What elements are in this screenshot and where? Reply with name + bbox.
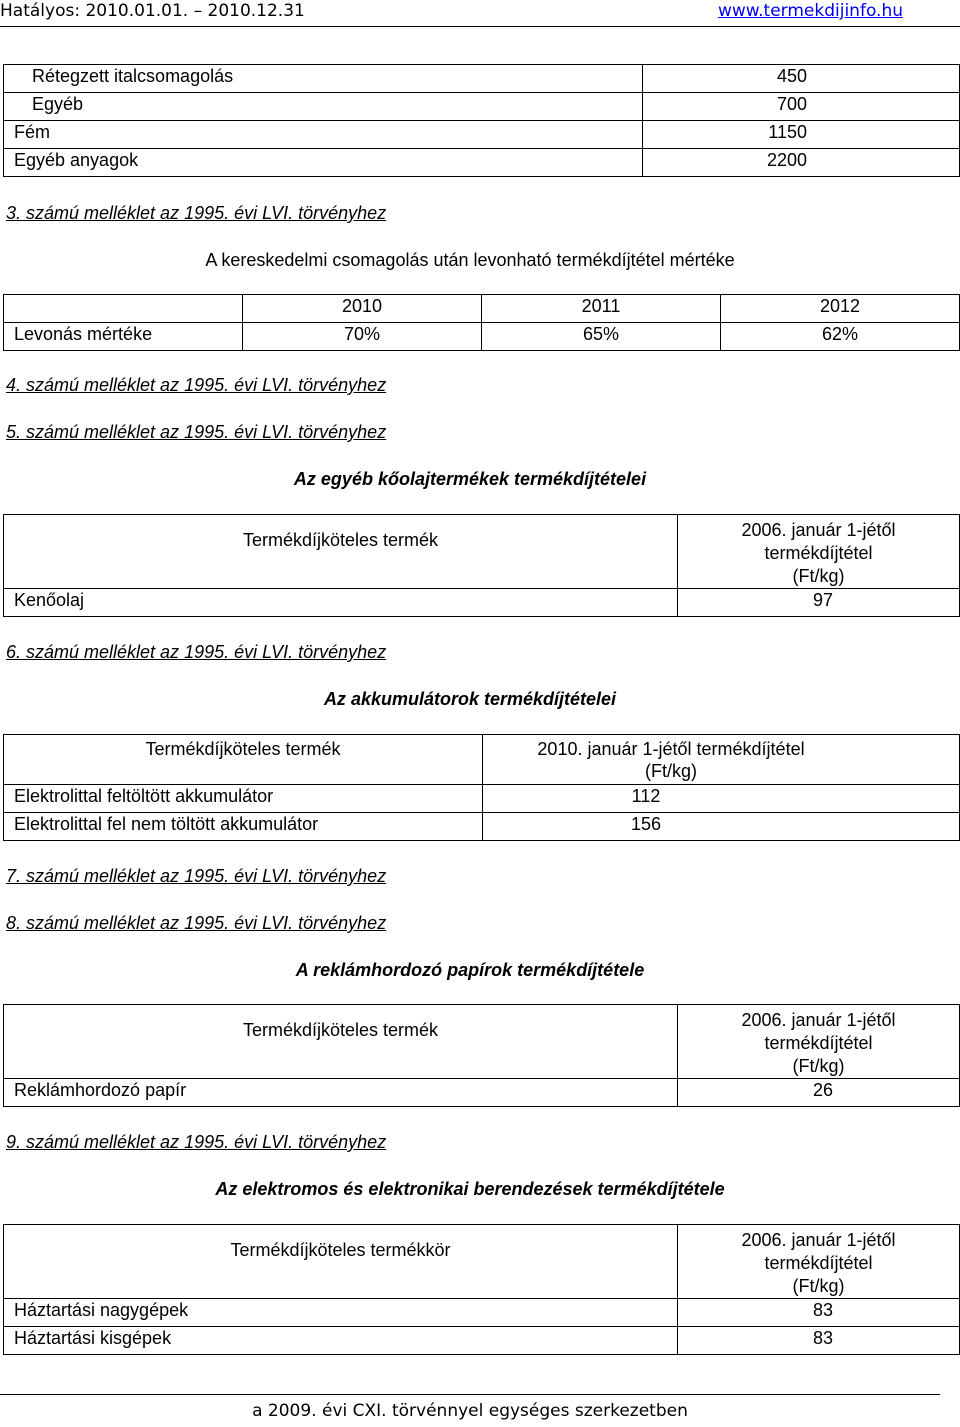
col-rate-line: 2006. január 1-jétől	[741, 1010, 896, 1030]
col-rate-line: termékdíjtétel	[764, 543, 873, 563]
row-label: Kenőolaj	[4, 589, 678, 617]
row-label: Elektrolittal feltöltött akkumulátor	[4, 785, 483, 813]
table-row	[4, 1299, 960, 1327]
value-2011: 65%	[482, 323, 721, 351]
table-header-row	[4, 1225, 960, 1299]
year-2011: 2011	[482, 295, 721, 323]
annex-6-reference: 6. számú melléklet az 1995. évi LVI. törvényhez	[6, 642, 387, 662]
annex-8-reference: 8. számú melléklet az 1995. évi LVI. törvényhez	[6, 913, 387, 933]
validity-period: Hatályos: 2010.01.01. – 2010.12.31	[0, 1, 305, 21]
year-2010: 2010	[243, 295, 482, 323]
col-rate-line: 2010. január 1-jétől termékdíjtétel	[537, 739, 805, 759]
row-label: Háztartási kisgépek	[4, 1327, 678, 1355]
row-label: Egyéb	[4, 93, 643, 121]
row-label: Háztartási nagygépek	[4, 1299, 678, 1327]
advertising-paper-table	[3, 1004, 960, 1107]
col-rate-line: (Ft/kg)	[792, 1276, 845, 1296]
empty-cell	[4, 295, 243, 323]
col-product: Termékdíjköteles termék	[4, 1005, 678, 1079]
year-2012: 2012	[721, 295, 960, 323]
oil-products-table	[3, 514, 960, 617]
col-rate	[678, 1225, 960, 1299]
col-product: Termékdíjköteles termék	[4, 735, 483, 785]
table-row	[4, 589, 960, 617]
col-product: Termékdíjköteles termékkör	[4, 1225, 678, 1299]
col-product: Termékdíjköteles termék	[4, 515, 678, 589]
row-value: 700	[643, 93, 960, 121]
table-row	[4, 149, 960, 177]
row-label: Levonás mértéke	[4, 323, 243, 351]
annex-5-title: Az egyéb kőolajtermékek termékdíjtételei	[293, 469, 647, 489]
table-row	[4, 65, 960, 93]
row-value: 2200	[643, 149, 960, 177]
site-link[interactable]: www.termekdijinfo.hu	[717, 1, 903, 21]
table-row	[4, 1327, 960, 1355]
annex-6-title: Az akkumulátorok termékdíjtételei	[323, 689, 617, 709]
annex-5-reference: 5. számú melléklet az 1995. évi LVI. törvényhez	[6, 422, 387, 442]
col-rate	[678, 515, 960, 589]
row-value: 1150	[643, 121, 960, 149]
col-rate-line: (Ft/kg)	[645, 761, 697, 781]
annex-8-title: A reklámhordozó papírok termékdíjtétele	[295, 960, 645, 980]
table-row	[4, 1079, 960, 1107]
table-header-row	[4, 295, 960, 323]
col-rate-line: 2006. január 1-jétől	[741, 520, 896, 540]
table-row	[4, 785, 960, 813]
annex-4-reference: 4. számú melléklet az 1995. évi LVI. törvényhez	[6, 375, 387, 395]
col-rate-line: (Ft/kg)	[792, 1056, 845, 1076]
page-header	[0, 0, 960, 27]
row-value: 112	[483, 785, 960, 813]
table-row	[4, 323, 960, 351]
col-rate-line: 2006. január 1-jétől	[741, 1230, 896, 1250]
row-label: Egyéb anyagok	[4, 149, 643, 177]
electronics-table	[3, 1224, 960, 1355]
row-label: Rétegzett italcsomagolás	[4, 65, 643, 93]
row-value: 26	[678, 1079, 960, 1107]
deduction-table	[3, 294, 960, 351]
row-value: 156	[483, 813, 960, 841]
row-label: Fém	[4, 121, 643, 149]
page-footer	[0, 1394, 940, 1421]
table-row	[4, 121, 960, 149]
annex-7-reference: 7. számú melléklet az 1995. évi LVI. törvényhez	[6, 866, 387, 886]
col-rate-line: termékdíjtétel	[764, 1033, 873, 1053]
value-2012: 62%	[721, 323, 960, 351]
table-row	[4, 93, 960, 121]
row-value: 450	[643, 65, 960, 93]
row-label: Reklámhordozó papír	[4, 1079, 678, 1107]
row-label: Elektrolittal fel nem töltött akkumulátor	[4, 813, 483, 841]
table-header-row	[4, 735, 960, 785]
table-row	[4, 813, 960, 841]
battery-table	[3, 734, 960, 841]
annex-9-reference: 9. számú melléklet az 1995. évi LVI. törvényhez	[6, 1132, 387, 1152]
value-2010: 70%	[243, 323, 482, 351]
footer-text: a 2009. évi CXI. törvénnyel egységes szerkezetben	[252, 1401, 688, 1421]
packaging-rates-table	[3, 64, 960, 177]
col-rate	[483, 735, 960, 785]
col-rate-line: (Ft/kg)	[792, 566, 845, 586]
col-rate-line: termékdíjtétel	[764, 1253, 873, 1273]
row-value: 83	[678, 1327, 960, 1355]
annex-3-title: A kereskedelmi csomagolás után levonható termékdíjtétel mértéke	[205, 250, 735, 270]
table-header-row	[4, 515, 960, 589]
row-value: 97	[678, 589, 960, 617]
table-header-row	[4, 1005, 960, 1079]
row-value: 83	[678, 1299, 960, 1327]
annex-9-title: Az elektromos és elektronikai berendezések termékdíjtétele	[215, 1179, 725, 1199]
col-rate	[678, 1005, 960, 1079]
annex-3-reference: 3. számú melléklet az 1995. évi LVI. törvényhez	[6, 203, 387, 223]
